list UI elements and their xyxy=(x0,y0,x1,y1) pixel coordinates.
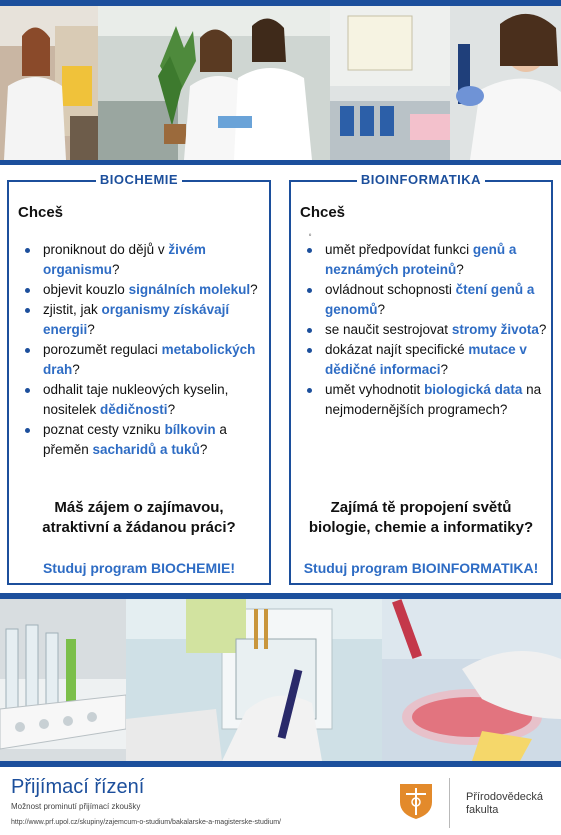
bioinformatika-panel xyxy=(289,172,553,585)
bioinformatika-list xyxy=(305,240,547,420)
list-item xyxy=(305,320,547,340)
highlighted-text: čtení genů a genomů xyxy=(325,282,535,317)
item-text: umět vyhodnotit xyxy=(325,382,425,397)
bioinformatika-intro: Chceš xyxy=(300,204,346,221)
highlighted-text: sacharidů a tuků xyxy=(92,442,200,457)
item-text: ovládnout schopnosti xyxy=(325,282,456,297)
item-text: odhalit taje nukleových kyselin, nositelek xyxy=(43,382,229,417)
item-text: dokázat najít specifické xyxy=(325,342,469,357)
biochemie-list xyxy=(23,240,265,460)
photo-petri-dish xyxy=(382,599,561,761)
highlighted-text: mutace v dědičné informaci xyxy=(325,342,527,377)
item-text: ? xyxy=(456,262,464,277)
highlighted-text: stromy života xyxy=(451,322,539,337)
small-mark: º xyxy=(309,234,312,240)
list-item xyxy=(23,240,265,280)
highlighted-text: genů a neznámých proteinů xyxy=(325,242,517,277)
item-text: ? xyxy=(72,362,80,377)
bottom-photo-strip xyxy=(0,593,561,767)
biochemie-question: Máš zájem o zajímavou, atraktivní a žádanou práci? xyxy=(42,499,236,536)
highlighted-text: bílkovin xyxy=(164,422,216,437)
biochemie-intro: Chceš xyxy=(18,204,64,221)
item-text: ? xyxy=(250,282,258,297)
item-text: umět předpovídat funkci xyxy=(325,242,473,257)
highlighted-text: dědičnosti xyxy=(100,402,168,417)
list-item xyxy=(23,340,265,380)
item-text: ? xyxy=(538,322,547,337)
list-item xyxy=(23,280,265,300)
highlighted-text: signálních molekul xyxy=(128,282,251,297)
list-item xyxy=(305,380,547,420)
footer-subtitle: Možnost prominutí přijímací zkoušky xyxy=(11,802,141,811)
item-text: objevit kouzlo xyxy=(43,282,129,297)
list-item xyxy=(305,240,547,280)
biochemie-panel xyxy=(7,172,271,585)
item-text: ? xyxy=(112,262,120,277)
list-item xyxy=(305,340,547,380)
top-divider-bar xyxy=(0,160,561,165)
highlighted-text: organismy získávají energii xyxy=(43,302,230,337)
photo-students-plants xyxy=(98,6,330,160)
item-text: ? xyxy=(167,402,176,417)
list-item xyxy=(23,420,265,460)
biochemie-title: BIOCHEMIE xyxy=(9,172,269,187)
biochemie-cta: Studuj program BIOCHEMIE! xyxy=(42,560,236,576)
highlighted-text: biologická data xyxy=(424,382,523,397)
item-text: na nejmodernějších programech? xyxy=(325,382,542,417)
item-text: proniknout do dějů v xyxy=(43,242,169,257)
item-text: ? xyxy=(87,322,95,337)
item-text: se naučit sestrojovat xyxy=(325,322,452,337)
highlighted-text: živém organismu xyxy=(43,242,206,277)
item-text: a přeměn xyxy=(43,422,227,457)
upol-crest-icon xyxy=(398,782,434,820)
item-text: ? xyxy=(440,362,449,377)
top-photo-strip xyxy=(0,0,561,160)
footer-url-link[interactable]: http://www.prf.upol.cz/skupiny/zajemcum-o-studium/bakalarske-a-magisterske-studium/ xyxy=(11,819,281,826)
faculty-name: Přírodovědecká fakulta xyxy=(466,791,544,816)
bioinformatika-question: Zajímá tě propojení světů biologie, chemie a informatiky? xyxy=(308,499,534,536)
item-text: ? xyxy=(377,302,386,317)
photo-lab-woman-fume-hood xyxy=(0,6,98,160)
photo-test-tubes xyxy=(0,599,126,761)
list-item xyxy=(23,300,265,340)
photo-pipette-lab xyxy=(330,6,561,160)
list-item xyxy=(23,380,265,420)
bioinformatika-cta: Studuj program BIOINFORMATIKA! xyxy=(303,560,539,576)
item-text: poznat cesty vzniku xyxy=(43,422,165,437)
list-item xyxy=(305,280,547,320)
footer-separator xyxy=(449,778,450,828)
bioinformatika-title: BIOINFORMATIKA xyxy=(291,172,551,187)
footer xyxy=(0,772,561,835)
photo-gel-pipetting xyxy=(126,599,382,761)
footer-title: Přijímací řízení xyxy=(11,776,145,798)
item-text: ? xyxy=(199,442,208,457)
item-text: zjistit, jak xyxy=(43,302,102,317)
item-text: porozumět regulaci xyxy=(43,342,162,357)
highlighted-text: metabolických drah xyxy=(43,342,256,377)
